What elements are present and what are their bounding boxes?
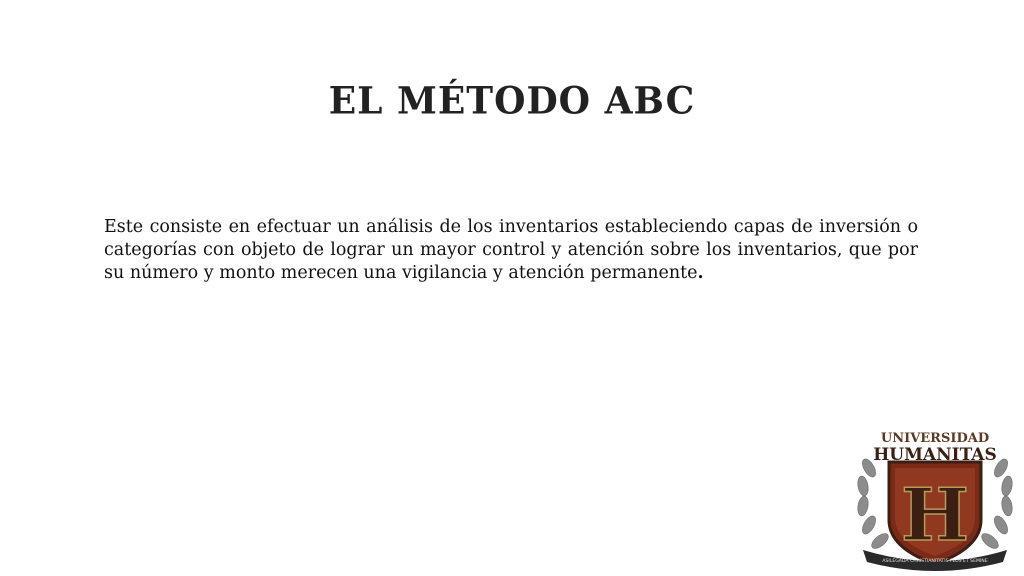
- body-paragraph: Este consiste en efectuar un análisis de los inventarios estableciendo capas de inversión o categorías con objeto de lograr un mayor control y atención sobre los inventarios, que por su número y monto merecen una vigilancia y atención permanente: [104, 217, 918, 283]
- university-logo: [855, 428, 1015, 574]
- university-crest-logo-icon: [855, 428, 1015, 574]
- logo-line1: UNIVERSIDAD: [880, 431, 990, 446]
- logo-ribbon-text: ASILEGADA CHRISTIANITATIS FLOS ET SEMINE: [882, 559, 988, 564]
- body-period: .: [697, 263, 704, 283]
- slide-title: EL MÉTODO ABC: [328, 78, 696, 124]
- crest-letter: H: [900, 472, 970, 557]
- slide-body-text: [104, 216, 918, 285]
- logo-line2: HUMANITAS: [873, 445, 997, 465]
